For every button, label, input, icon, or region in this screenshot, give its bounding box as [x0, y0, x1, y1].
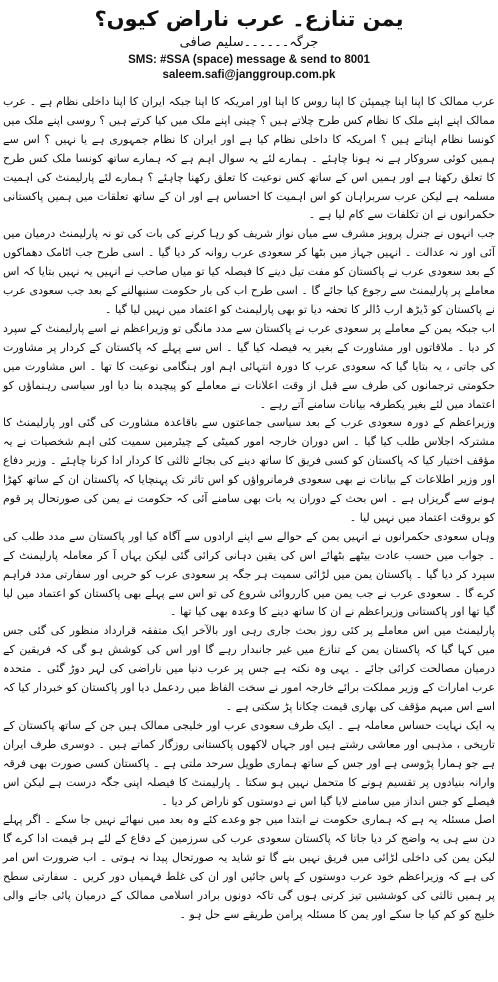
author-email: saleem.safi@janggroup.com.pk [162, 69, 336, 81]
article-paragraph: پارلیمنٹ میں اس معاملے پر کئی روز بحث جاری رہی اور بالآخر ایک متفقہ قرارداد منظور کی گئی جس میں کہا گیا کہ پاکستان یمن کے تنازع میں غیر جانبدار رہے گا اور اس کی کوشش ہو گی کہ فریقین کے درمیان مصالحت کرائی جائے ۔ یہی وہ نکتہ ہے جس پر عرب دنیا میں ناراضی کی لہر دوڑ گئی ۔ متحدہ عرب امارات کے وزیر مملکت برائے خارجہ امور نے سخت الفاظ میں ردعمل دیا اور پاکستان کو خبردار کیا کہ اسے اس مبہم مؤقف کی بھاری قیمت چکانا پڑ سکتی ہے ۔ [3, 624, 495, 713]
article-paragraph: وزیراعظم کے دورہ سعودی عرب کے بعد سیاسی جماعتوں سے باقاعدہ مشاورت کی گئی اور پارلیمنٹ کا مشترکہ اجلاس طلب کیا گیا ۔ اس دوران خارجہ امور کمیٹی کے چیئرمین سمیت کئی اہم شخصیات نے یہ مؤقف اختیار کیا کہ پاکستان کو کسی فریق کا ساتھ دینے کی بجائے ثالثی کا کردار ادا کرنا چاہئے ۔ وزیر دفاع اور وزیر اطلاعات کے بیانات نے بھی سعودی فرمانرواؤں کو اس تاثر تک پہنچایا کہ پاکستان ان کے ساتھ کھڑا ہونے سے گریزاں ہے ۔ اس بحث کے دوران یہ بات بھی سامنے آئی کہ حکومت نے یمن کی صورتحال پر قوم کو بروقت اعتماد میں نہیں لیا ۔ [3, 416, 495, 524]
article-paragraph: یہ ایک نہایت حساس معاملہ ہے ۔ ایک طرف سعودی عرب اور خلیجی ممالک ہیں جن کے ساتھ پاکستان کے تاریخی ، مذہبی اور معاشی رشتے ہیں اور جہاں لاکھوں پاکستانی روزگار کماتے ہیں ۔ دوسری طرف ایران ہے جو ہمارا پڑوسی ہے اور جس کے ساتھ ہماری طویل سرحد ملتی ہے ۔ پاکستان کسی صورت بھی فرقہ وارانہ بنیادوں پر تقسیم ہونے کا متحمل نہیں ہو سکتا ۔ پارلیمنٹ کا فیصلہ اپنی جگہ درست ہے لیکن اس فیصلے کو جس انداز میں سامنے لایا گیا اس نے دوستوں کو ناراض کر دیا ۔ [3, 718, 495, 808]
article-paragraph: اصل مسئلہ یہ ہے کہ ہماری حکومت نے ابتدا میں جو وعدے کئے وہ بعد میں نبھائے نہیں جا سکے ۔ اگر پہلے دن سے ہی یہ واضح کر دیا جاتا کہ پاکستان سعودی عرب کی سرزمین کے دفاع کے لئے ہر قیمت ادا کرے گا لیکن یمن کی داخلی لڑائی میں فریق نہیں بنے گا تو شاید یہ صورتحال پیدا نہ ہوتی ۔ اب ضرورت اس امر کی ہے کہ وزیراعظم خود عرب دوستوں کے پاس جائیں اور ان کی غلط فہمیاں دور کریں ۔ سفارتی سطح پر ہمیں ثالثی کی کوششیں تیز کرنی ہوں گی تاکہ دونوں برادر اسلامی ممالک کے درمیان پائی جانے والی خلیج کو کم کیا جا سکے اور یمن کا مسئلہ پرامن طریقے سے حل ہو ۔ [3, 813, 495, 921]
article-paragraph: وہاں سعودی حکمرانوں نے انہیں یمن کے حوالے سے اپنے ارادوں سے آگاہ کیا اور پاکستان سے مدد طلب کی ۔ جواب میں حسب عادت بیٹھے بٹھائے اس کی یقین دہانی کرائی گئی لیکن یہاں آ کر معاملہ پارلیمنٹ کے سپرد کر دیا گیا ۔ پاکستان یمن میں لڑائی سمیت ہر جگہ پر سعودی عرب کو حربی اور سفارتی مدد فراہم کرے گا ۔ سعودی عرب نے جب یمن میں کارروائی شروع کی تو اس سے پہلے بھی پاکستان کو اعتماد میں لیا گیا تھا اور پاکستانی وزیراعظم نے ان کا ساتھ دینے کا وعدہ بھی کیا تھا ۔ [3, 529, 495, 619]
article-byline: جرگہ۔۔۔۔۔۔سلیم صافی [179, 35, 319, 50]
article-paragraph: اب جبکہ یمن کے معاملے پر سعودی عرب نے پاکستان سے مدد مانگی تو وزیراعظم نے اسے پارلیمنٹ کے سپرد کر دیا ۔ ملاقاتوں اور مشاورت کے بغیر یہ فیصلہ کیا گیا ۔ اس سے پہلے کہ پاکستان کے کردار پر مشاورت کی جاتی ، یہ بتایا گیا کہ سعودی عرب کا دورہ انتہائی اہم اور ہنگامی نوعیت کا تھا ۔ اس مشاورت میں حکومتی ترجمانوں کی طرف سے قبل از وقت اعلانات نے معاملے کو پیچیدہ بنا دیا اور سیاسی رہنماؤں کو اعتماد میں لئے بغیر یکطرفہ بیانات سامنے آتے رہے ۔ [3, 321, 495, 411]
article-body [0, 93, 498, 945]
article-paragraph: عرب ممالک کا اپنا اپنا چیمپئن کا اپنا روس کا اپنا اور امریکہ کا اپنا جبکہ ایران کا اپنا داخلی نظام ہے ۔ عرب ممالک اپنے اپنے ملک کا نظام کس طرح چلاتے ہیں ؟ چینی اپنے ملک میں کیا کرتے ہیں ؟ روسی اپنے ملک میں کونسا نظام اپناتے ہیں ؟ امریکہ کا داخلی نظام کیا ہے اور ایران کا نظام جمہوری ہے یا نہیں ؟ اس سے ہمیں کوئی سروکار ہے نہ ہونا چاہئے ۔ ہمارے لئے یہ سوال اہم ہے کہ ہمارے ساتھ کونسا ملک کس طرح کا تعلق رکھتا ہے اور ہمیں اس کے ساتھ کس نوعیت کا تعلق رکھنا چاہئے ؟ ہمارے لئے پارلیمنٹ کی اہمیت مسلمہ ہے لیکن عرب سربراہان کو اس اہمیت کا احساس ہے اور ان کے ساتھ تعلقات میں ہمیں پاکستانی حکمرانوں نے ان تکلفات سے کام لیا ہے ۔ [3, 95, 495, 222]
article-headline: یمن تنازع۔ عرب ناراض کیوں؟ [94, 7, 404, 31]
article-paragraph: جب انہوں نے جنرل پرویز مشرف سے میاں نواز شریف کو رہا کرنے کی بات کی تو نہ پارلیمنٹ درمیان میں آئی اور نہ عدالت ۔ انہیں جہاز میں بٹھا کر سعودی عرب روانہ کر دیا گیا ۔ اسی طرح جب اٹامک دھماکوں کے بعد سعودی عرب نے پاکستان کو مفت تیل دینے کا فیصلہ کیا تو میاں صاحب نے انہیں یہ نہیں بتایا کہ اس معاملے پر پارلیمنٹ سے رجوع کیا جائے گا ۔ اسی طرح اب کی بار حکومت سنبھالنے کے بعد جب سعودی عرب نے پاکستان کو ڈیڑھ ارب ڈالر کا تحفہ دیا تو بھی پارلیمنٹ کو اعتماد میں نہیں لیا گیا ۔ [3, 227, 495, 316]
sms-instruction: SMS: #SSA (space) message & send to 8001 [128, 54, 370, 66]
